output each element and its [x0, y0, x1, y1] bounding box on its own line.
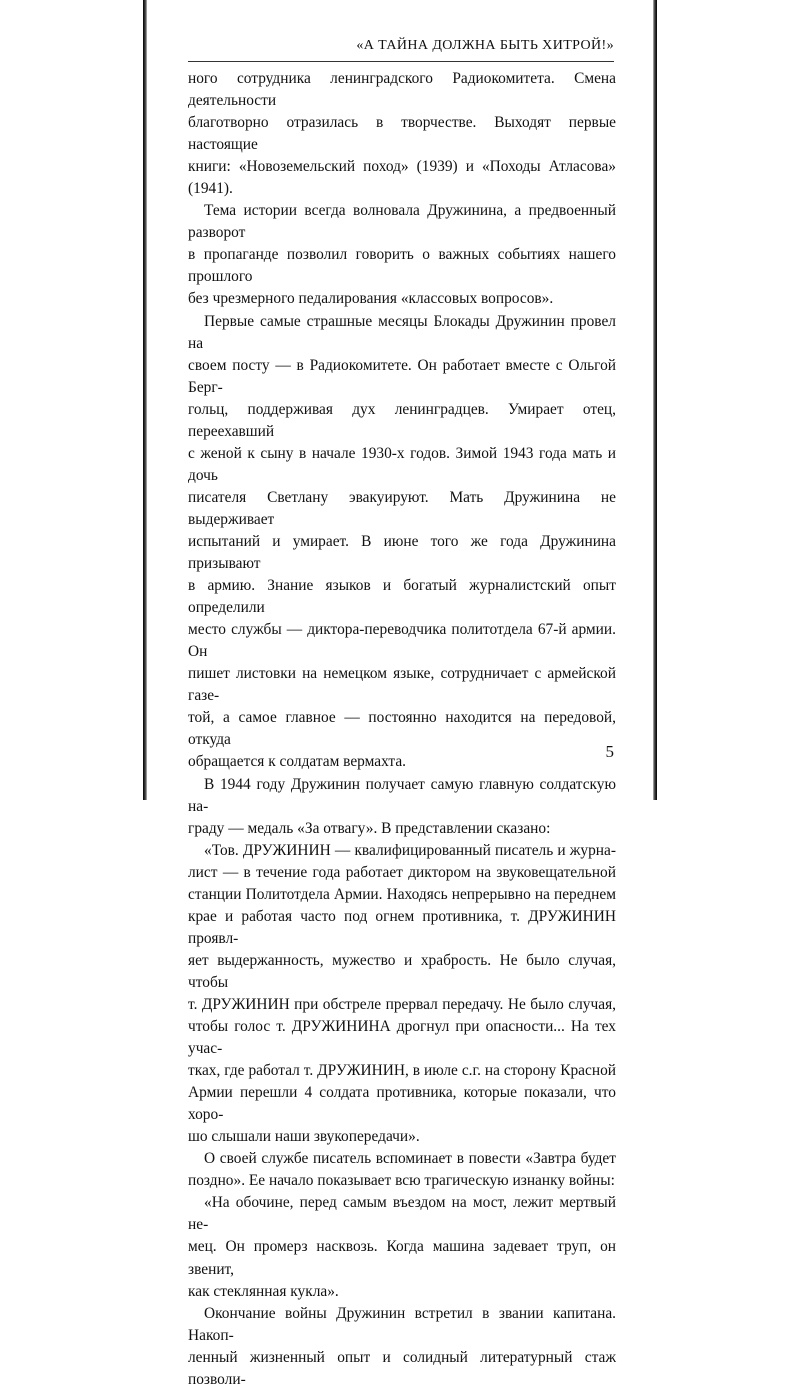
- text-line: благотворно отразилась в творчестве. Выходят первые настоящие: [188, 114, 616, 154]
- text-line: станции Политотдела Армии. Находясь непрерывно на переднем: [188, 885, 616, 903]
- text-line: без чрезмерного педалирования «классовых вопросов».: [188, 290, 554, 308]
- text-line: Окончание войны Дружинин встретил в звании капитана. Накоп-: [188, 1304, 616, 1344]
- text-line: как стеклянная кукла».: [188, 1282, 339, 1300]
- text-line: книги: «Новоземельский поход» (1939) и «Походы Атласова» (1941).: [188, 158, 616, 198]
- text-line: В 1944 году Дружинин получает самую главную солдатскую на-: [188, 775, 616, 815]
- text-line: в пропаганде позволил говорить о важных событиях нашего прошлого: [188, 246, 616, 286]
- text-line: крае и работая часто под огнем противника, т. ДРУЖИНИН проявл-: [188, 907, 616, 947]
- text-line: гольц, поддерживая дух ленинградцев. Умирает отец, переехавший: [188, 400, 616, 440]
- text-line: место службы — диктора-переводчика политотдела 67-й армии. Он: [188, 621, 616, 661]
- header-rule: [188, 61, 614, 62]
- text-line: Первые самые страшные месяцы Блокады Дружинин провел на: [188, 312, 616, 352]
- text-line: испытаний и умирает. В июне того же года Дружинина призывают: [188, 532, 616, 573]
- text-line: т. ДРУЖИНИН при обстреле прервал передачу. Не было случая,: [188, 995, 616, 1013]
- text-line: обращается к солдатам вермахта.: [188, 753, 407, 771]
- text-line: писателя Светлану эвакуируют. Мать Дружинина не выдерживает: [188, 488, 616, 528]
- body-text: [188, 68, 616, 1391]
- text-line: чтобы голос т. ДРУЖИНИНА дрогнул при опасности... На тех учас-: [188, 1018, 616, 1058]
- text-line: Тема истории всегда волновала Дружинина, а предвоенный разворот: [188, 202, 616, 242]
- text-line: тках, где работал т. ДРУЖИНИН, в июле с.г. на сторону Красной: [188, 1062, 616, 1080]
- text-line: лист — в течение года работает диктором на звуковещательной: [188, 863, 616, 881]
- text-line: Армии перешли 4 солдата противника, которые показали, что хоро-: [188, 1084, 616, 1124]
- text-line: шо слышали наши звукопередачи».: [188, 1128, 420, 1146]
- text-line: своем посту — в Радиокомитете. Он работает вместе с Ольгой Берг-: [188, 356, 616, 396]
- text-line: «На обочине, перед самым въездом на мост, лежит мертвый не-: [188, 1194, 616, 1234]
- text-line: ного сотрудника ленинградского Радиокомитета. Смена деятельности: [188, 70, 616, 110]
- page-number: 5: [605, 742, 614, 761]
- text-line: ленный жизненный опыт и солидный литературный стаж позволи-: [188, 1348, 616, 1388]
- running-head: «А ТАЙНА ДОЛЖНА БЫТЬ ХИТРОЙ!»: [356, 38, 614, 53]
- text-line: пишет листовки на немецком языке, сотрудничает с армейской газе-: [188, 665, 616, 705]
- text-line: поздно». Ее начало показывает всю трагическую изнанку войны:: [188, 1172, 615, 1190]
- text-line: граду — медаль «За отвагу». В представлении сказано:: [188, 819, 551, 837]
- page-frame-right: [653, 0, 657, 800]
- text-line: яет выдержанность, мужество и храбрость. Не было случая, чтобы: [188, 951, 616, 991]
- text-line: в армию. Знание языков и богатый журналистский опыт определили: [188, 577, 616, 617]
- page-frame-left: [143, 0, 147, 800]
- text-line: О своей службе писатель вспоминает в повести «Завтра будет: [204, 1150, 616, 1168]
- text-line: мец. Он промерз насквозь. Когда машина задевает труп, он звенит,: [188, 1238, 616, 1278]
- text-line: с женой к сыну в начале 1930-х годов. Зимой 1943 года мать и дочь: [188, 444, 616, 484]
- text-line: той, а самое главное — постоянно находится на передовой, откуда: [188, 709, 616, 749]
- text-line: «Тов. ДРУЖИНИН — квалифицированный писатель и журна-: [204, 841, 616, 859]
